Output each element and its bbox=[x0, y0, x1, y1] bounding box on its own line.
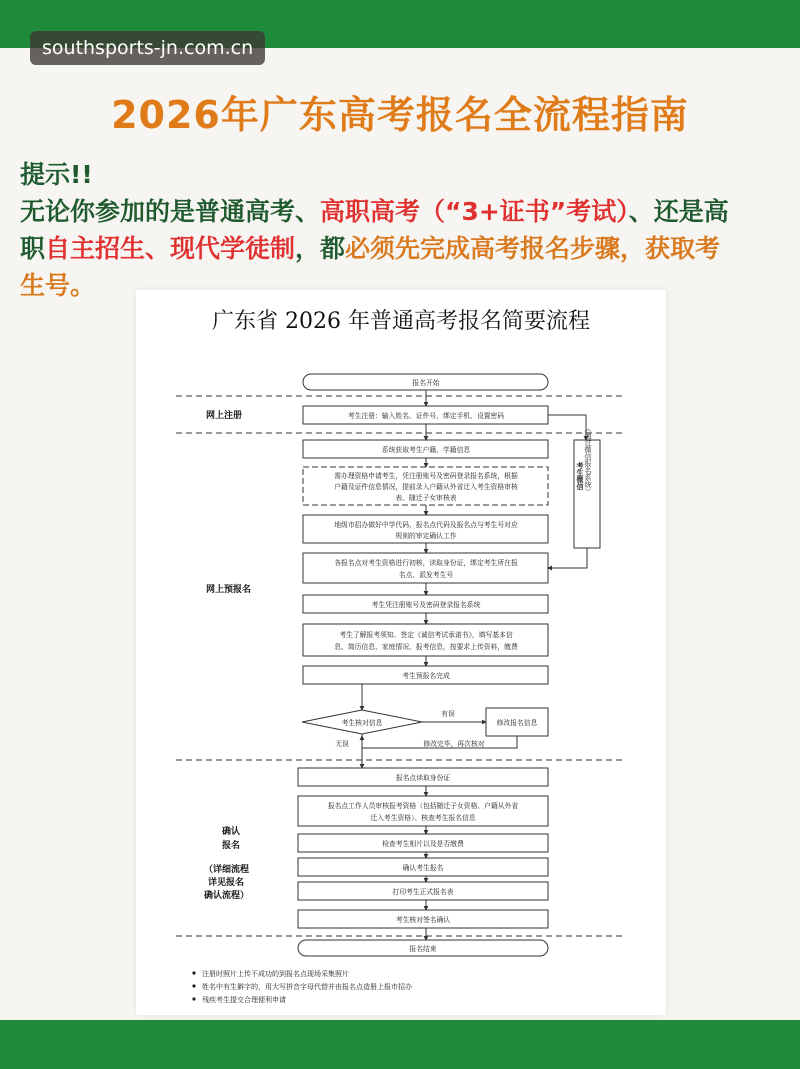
node-text: 确认考生报名 bbox=[402, 864, 444, 872]
bottom-green-bar bbox=[0, 1020, 800, 1069]
node-text: 名点、派发考生号 bbox=[398, 571, 454, 579]
node-text: 报名点工作人员审核报考资格（包括随迁子女资格、户籍从外省 bbox=[327, 802, 519, 810]
flowchart-document bbox=[136, 290, 666, 1015]
notice-line-3: 生号。 bbox=[20, 271, 96, 300]
notice-heading: 提示!! bbox=[20, 160, 93, 189]
node-text: 考生了解报考须知、签定《诚信考试承诺书》，填写基本信 bbox=[339, 631, 513, 639]
note-bullet bbox=[192, 997, 195, 1000]
note-text: 残疾考生提交合理便利申请 bbox=[202, 996, 286, 1004]
note-text: 姓名中有生僻字的，用大写拼音字母代替并由报名点造册上报市招办 bbox=[202, 983, 412, 991]
notice-text: 、还是高 bbox=[628, 197, 729, 226]
node-text: 报名开始 bbox=[412, 379, 440, 387]
node-text: 迁入考生资格）、核查考生报名信息 bbox=[370, 814, 476, 822]
node-text: 考生预报名完成 bbox=[402, 672, 450, 680]
node-text: 规则的审定确认工作 bbox=[395, 532, 457, 540]
node-text: 考生凭注册账号及密码登录报名系统 bbox=[371, 601, 481, 609]
node-text: 考生核对信息 bbox=[341, 719, 383, 727]
section-label: 报名 bbox=[222, 841, 241, 851]
section-label: 网上预报名 bbox=[206, 585, 252, 595]
node-text: 检查考生相片以及是否缴费 bbox=[382, 840, 464, 848]
flow-arrow bbox=[548, 415, 586, 440]
node-text: 考生注册：输入姓名、证件号、绑定手机、设置密码 bbox=[347, 412, 505, 420]
notice-text: ，都 bbox=[295, 234, 346, 263]
notice-highlight: 自主招生、现代学徒制 bbox=[45, 234, 296, 263]
notice-line-1 bbox=[20, 193, 800, 230]
node-text: 打印考生正式报名表 bbox=[392, 888, 454, 896]
flowchart-svg bbox=[136, 290, 666, 1015]
note-bullet bbox=[192, 984, 195, 987]
node-text: 考生核对签名确认 bbox=[395, 916, 451, 924]
section-label: （详细流程 bbox=[204, 865, 250, 875]
section-label: 详见报名 bbox=[208, 878, 245, 888]
notice-block bbox=[20, 156, 800, 304]
node-text: 报名结束 bbox=[409, 945, 437, 953]
section-label: 确认 bbox=[222, 827, 241, 837]
node-text: 各报名点对考生资格进行初核，读取身份证，绑定考生所在报 bbox=[334, 559, 518, 567]
node-text: 户籍及证件信息情况，提前录入户籍从外省迁入考生资格审核 bbox=[334, 483, 518, 491]
node-text: 地级市招办做好中学代码、报名点代码及报名点与考生号对应 bbox=[334, 521, 518, 529]
notice-line-2 bbox=[20, 230, 800, 267]
watermark-badge: southsports-jn.com.cn bbox=[30, 31, 265, 65]
section-label: 网上注册 bbox=[206, 411, 243, 421]
node-text: 报名点读取身份证 bbox=[395, 774, 451, 782]
section-label: 确认流程） bbox=[204, 891, 250, 901]
node-text: 需办理资格申请考生，凭注册账号及密码登录报名系统，根据 bbox=[334, 472, 518, 480]
node-text: 修改报名信息 bbox=[496, 719, 538, 727]
side-text: （通过微信报名系统） bbox=[584, 425, 592, 495]
notice-text: 职 bbox=[20, 234, 46, 263]
edge-label: 无误 bbox=[335, 740, 349, 748]
page-title: 2026年广东高考报名全流程指南 bbox=[111, 93, 689, 137]
node-text: 表、随迁子女审核表 bbox=[395, 494, 457, 502]
node-text: 息、简历信息、家庭情况、报考信息，按要求上传资料，缴费 bbox=[334, 643, 518, 651]
fill-info-node bbox=[303, 624, 548, 656]
flow-arrow bbox=[548, 548, 587, 568]
edge-label: 修改完毕，再次核对 bbox=[423, 740, 485, 748]
edge-label: 有误 bbox=[441, 710, 455, 718]
notice-highlight: 高职高考（“3+证书”考试） bbox=[320, 197, 629, 226]
flowchart-title: 广东省 2026 年普通高考报名简要流程 bbox=[212, 309, 590, 334]
notice-text: 无论你参加的是普通高考、 bbox=[20, 197, 321, 226]
note-text: 注册时照片上传不成功的到报名点现场采集照片 bbox=[202, 970, 349, 978]
side-text: 考生微信 bbox=[576, 462, 584, 490]
note-bullet bbox=[192, 971, 195, 974]
node-text: 系统获取考生户籍、学籍信息 bbox=[381, 446, 471, 454]
notice-highlight: 必须先完成高考报名步骤，获取考 bbox=[345, 234, 721, 263]
